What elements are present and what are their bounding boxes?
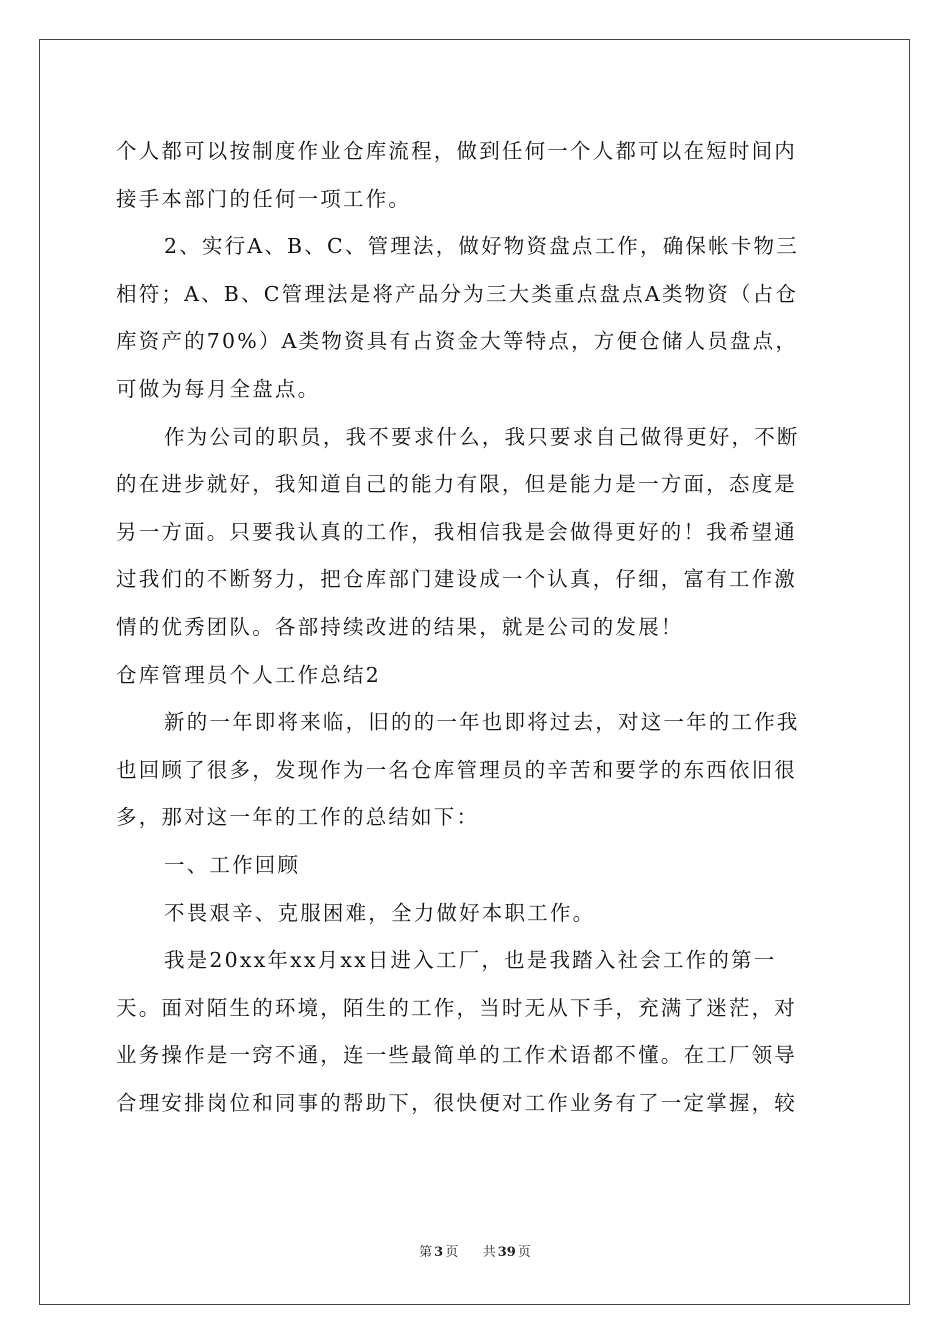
text-line: 我是20xx年xx月xx日进入工厂，也是我踏入社会工作的第一	[164, 948, 777, 973]
text-line: 的在进步就好，我知道自己的能力有限，但是能力是一方面，态度是	[116, 472, 797, 497]
text-line: 也回顾了很多，发现作为一名仓库管理员的辛苦和要学的东西依旧很	[116, 757, 797, 782]
text-line: 库资产的70%）A类物资具有占资金大等特点，方便仓储人员盘点，	[116, 329, 799, 354]
text-line: 业务操作是一窍不通，连一些最简单的工作术语都不懂。在工厂领导	[116, 1043, 797, 1068]
text-line: 2、实行A、B、C、管理法，做好物资盘点工作，确保帐卡物三	[164, 234, 799, 259]
section-heading: 仓库管理员个人工作总结2	[116, 662, 381, 687]
text-line: 合理安排岗位和同事的帮助下，很快便对工作业务有了一定掌握，较	[116, 1090, 797, 1115]
page-suffix: 页	[445, 1245, 459, 1260]
total-pages-indicator	[481, 1245, 533, 1260]
page-prefix: 第	[419, 1245, 433, 1260]
text-line: 天。面对陌生的环境，陌生的工作，当时无从下手，充满了迷茫，对	[116, 995, 797, 1020]
text-line: 多，那对这一年的工作的总结如下：	[116, 805, 480, 830]
total-prefix: 共	[482, 1245, 496, 1260]
subsection-heading: 一、工作回顾	[164, 852, 301, 877]
text-line: 接手本部门的任何一项工作。	[116, 186, 412, 211]
text-line: 过我们的不断努力，把仓库部门建设成一个认真，仔细，富有工作激	[116, 567, 797, 592]
total-suffix: 页	[517, 1245, 531, 1260]
text-line: 作为公司的职员，我不要求什么，我只要求自己做得更好，不断	[164, 424, 800, 449]
text-line: 新的一年即将来临，旧的的一年也即将过去，对这一年的工作我	[164, 710, 800, 735]
text-line: 不畏艰辛、克服困难，全力做好本职工作。	[164, 900, 596, 925]
total-pages: 39	[497, 1245, 516, 1260]
text-line: 相符；A、B、C管理法是将产品分为三大类重点盘点A类物资（占仓	[116, 281, 799, 306]
document-body	[116, 128, 834, 1127]
text-line: 另一方面。只要我认真的工作，我相信我是会做得更好的！我希望通	[116, 519, 797, 544]
page-number: 3	[434, 1245, 444, 1260]
text-line: 情的优秀团队。各部持续改进的结果，就是公司的发展！	[116, 614, 684, 639]
page-footer	[0, 1241, 950, 1260]
page-indicator	[417, 1245, 460, 1260]
text-line: 可做为每月全盘点。	[116, 376, 321, 401]
text-line: 个人都可以按制度作业仓库流程，做到任何一个人都可以在短时间内	[116, 139, 797, 163]
